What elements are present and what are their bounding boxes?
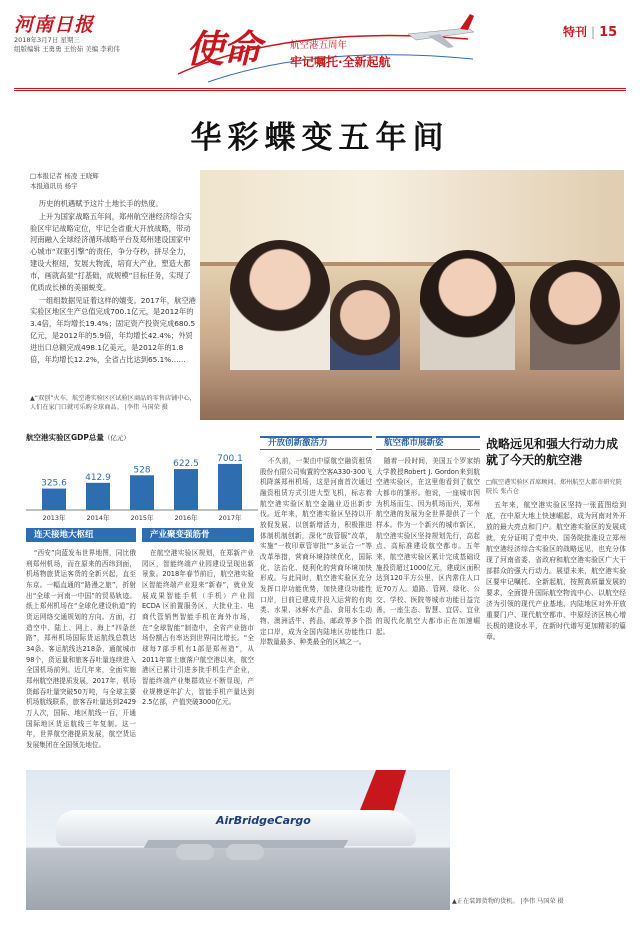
chart-tick-label: 2015年: [130, 514, 154, 522]
byline: [30, 172, 99, 192]
chart-data-label: 412.9: [85, 472, 111, 483]
chart-tick-label: 2016年: [174, 514, 198, 522]
article-opening: [260, 456, 372, 764]
chart-unit: （亿元）: [103, 434, 130, 442]
article-text: 随着一段时间，美国五个罗家纳大学教授Robert J. Gordon来到航空港实验区，在这里他看到了航空大都市的雏形。他说，一座城市因为机场而生、因为机场而兴，郑州航空港的发展为全世界提供了一个样本。作为一个新兴的城市新区，航空港实验区坚持规划先行，高起点、高标准建设航空都市。五年来，航空港实验区累计完成基础设施投资超过1000亿元，建成区面积达到120平方公里，区内常住人口近70万人。道路、管网、绿化、公交、学校、医院等城市功能日益完善，一座生态、智慧、宜居、宜业的现代化航空大都市正在加速崛起。: [376, 457, 480, 636]
chart-tick-label: 2014年: [86, 514, 110, 522]
page-number: 15: [599, 25, 618, 40]
chart-data-label: 622.5: [173, 459, 199, 470]
section-head-hub: 连天接地大枢纽: [26, 528, 136, 542]
chart-data-label: 325.6: [41, 478, 67, 489]
banner-subtitle: 航空港五周年: [290, 40, 348, 51]
chart-tick-label: 2017年: [218, 514, 242, 522]
section-label: 特刊: [563, 25, 588, 39]
article-text: “西安”向蓝发布世界地图，同比俄刑郑州机场，而在原来的西纬到面，机场物旅货运客货的全新兴起，直至东京。一幅直通的“路漫之旅”，折射出“全球一河南一中国”的贸易轨迹。纸上郑州机场在“全球化建设轨道”的货运网络交通规划的方向。方面，打造空中、陆上、网上、海上“四条丝路”，郑州机场国际货运航线总数达34条、客运航线达218条，通航城市98个，货运量和旅客吞吐量连续进入全国机场前列。近几年来，全面实施郑州航空港提质发展，2017年，机场货邮吞吐量突破50万吨，与全球主要机场航线联系，旅客吞吐量达到2429万人次，国际、地区航线一百，开通国际地区货运航线三年复制。这一年，世界航空港提质发展，航空货运发展集团在全国领先地位。: [26, 549, 136, 750]
article-hub: [26, 548, 136, 762]
section-head-metropolis: 航空都市展新姿: [376, 436, 480, 450]
section-head-opening: 开放创新激活力: [260, 436, 372, 450]
gdp-chart: [26, 444, 258, 524]
header-rule: [14, 88, 626, 89]
article-text: 五年来，航空港实验区坚持一张蓝图绘到底，在中原大地上快速崛起，成为河南对外开放的最大亮点和门户。航空港实验区的发展成就，充分证明了党中央、国务院批准设立郑州航空港经济综合实验区的战略远见，也充分体现了河南省委、省政府和航空港实验区广大干部群众的强大行动力。展望未来，航空港实验区要牢记嘱托、全新起航，按照高质量发展的要求，全面提升国际航空物流中心、以航空经济为引领的现代产业基地、内陆地区对外开放重要门户、现代航空都市、中原经济区核心增长极的建设水平，在新时代谱写更加精彩的篇章。: [486, 501, 626, 641]
section-tag: 特刊 | 15: [563, 25, 618, 40]
chart-data-label: 700.1: [217, 453, 243, 464]
gdp-chart-svg: [26, 444, 258, 524]
byline-reporters: □本报记者 杨凌 王晓辉: [30, 172, 99, 180]
chart-data-label: 528: [133, 465, 151, 476]
article-text: 不久前，一架由中原航空融资租赁股份有限公司购置的空客A330-300飞机降落郑州机场，这是河南首次通过融资租赁方式引进大型飞机，标志着航空港实验区航空金融业迈出新步伐。近年来，航空港实验区坚持以开放促发展、以创新增活力，积极推进体制机制创新，深化“放管服”改革，实施“一枚印章管审批”“多证合一”等改革举措，营商环境持续优化，国际化、法治化、便利化的营商环境加快形成。与此同时，航空港实验区充分发挥口岸功能优势，加快建设功能性口岸，目前已建成并投入运营的有肉类、水果、冰鲜水产品、食用水生动物、澳洲活牛、药品、邮政等多个指定口岸，成为全国内陆地区功能性口岸数量最多、种类最全的区域之一。: [260, 457, 372, 647]
chart-bar: [130, 475, 154, 510]
plane-caption: ▲正在装卸货物的货机。 |李伟 马国荣 摄: [452, 898, 564, 905]
photo-caption: ▲“双创”火车，航空港实验区区试验区商品的零售店铺中心，人们在家门口就可乐购全球商品。 |李伟 马国荣 摄: [30, 395, 196, 411]
chart-title-text: 航空港实验区GDP总量: [26, 433, 104, 442]
shop-photo: [200, 170, 624, 420]
cargo-plane-photo: [26, 770, 450, 910]
masthead-logo: 河南日报: [14, 14, 95, 36]
article-text: 在航空港实验区规划，在郑新产业园区，智能终端产业园建设呈现出新景象。2018年春节前后，航空港实验区智能终端产业迎来“新春”，就业发展成果智能手机（手机）产业园 ECDA 区前置服务区，大批业主、电商代管销售智能手机在海外市场，在“全球智能”制造中，全省产业链市场份额占有率达到世界同比增长。“全球每7部手机有1部是郑州造”，从2011年富士康落户航空港以来，航空港区已累计引进多批手机生产企业，智能终端产业集群效应不断显现，产业规模逐年扩大，智能手机产量达到2.5亿部，产值突破3000亿元。: [142, 549, 254, 707]
banner-title: 使命: [186, 26, 261, 71]
chart-title: [26, 432, 130, 443]
masthead-editors: 组版编辑 王勇勇 王怡茹 美编 李莉伟: [14, 45, 120, 54]
chart-bar: [86, 483, 110, 510]
masthead-info: [14, 36, 120, 55]
header-rule: [14, 90, 626, 91]
section-head-industry: 产业聚变强筋骨: [142, 528, 254, 542]
article-industry: [142, 548, 254, 762]
article-commentary: [486, 500, 626, 890]
plane-livery-text: AirBridgeCargo: [216, 814, 311, 827]
commentary-byline: □航空港实验区首席顾问、郑州航空大都市研究院院长 张占仓: [486, 479, 622, 496]
lead-article: [30, 198, 196, 366]
chart-tick-label: 2013年: [42, 514, 66, 522]
byline-correspondent: 本报通讯员 杨宇: [30, 181, 78, 190]
commentary-headline: 战略远见和强大行动力成就了今天的航空港: [486, 437, 619, 468]
page-headline: 华彩蝶变五年间: [190, 120, 450, 156]
lead-paragraph: 上升为国家战略五年间，郑州航空港经济综合实验区牢记战略定位，牢记全省重大开放战略，带动河南融入全球经济循环战略平台及郑州建设国家中心城市“双驱引擎”的责任，争分夺秒，拼尽全力，建设大枢纽，发展大物流，培育大产业，塑造大都市，画就高显“打基础，成规模”目标任务，实现了优质成长梯的美丽蜕变。: [30, 211, 192, 292]
article-metropolis: [376, 456, 480, 764]
masthead-date: 2018年3月7日 星期三: [14, 36, 80, 44]
banner-slogan: 牢记嘱托·全新起航: [290, 55, 391, 69]
chart-bar: [174, 469, 198, 510]
chart-bar: [218, 464, 242, 510]
lead-paragraph: 一组组数据见证着这样的嬗变。2017年，航空港实验区地区生产总值完成700.1亿元，是2012年的3.4倍，年均增长19.4%；固定资产投资完成680.5亿元，是2012年的5.9倍，年均增长42.4%；外贸进出口总额完成498.1亿美元，是2012年的1.8倍，年均增长12.2%，全省占比达到65.1%……: [30, 295, 196, 364]
lead-paragraph: 历史的机遇赋予这片土地长手的热度。: [38, 199, 163, 208]
chart-bar: [42, 489, 66, 510]
